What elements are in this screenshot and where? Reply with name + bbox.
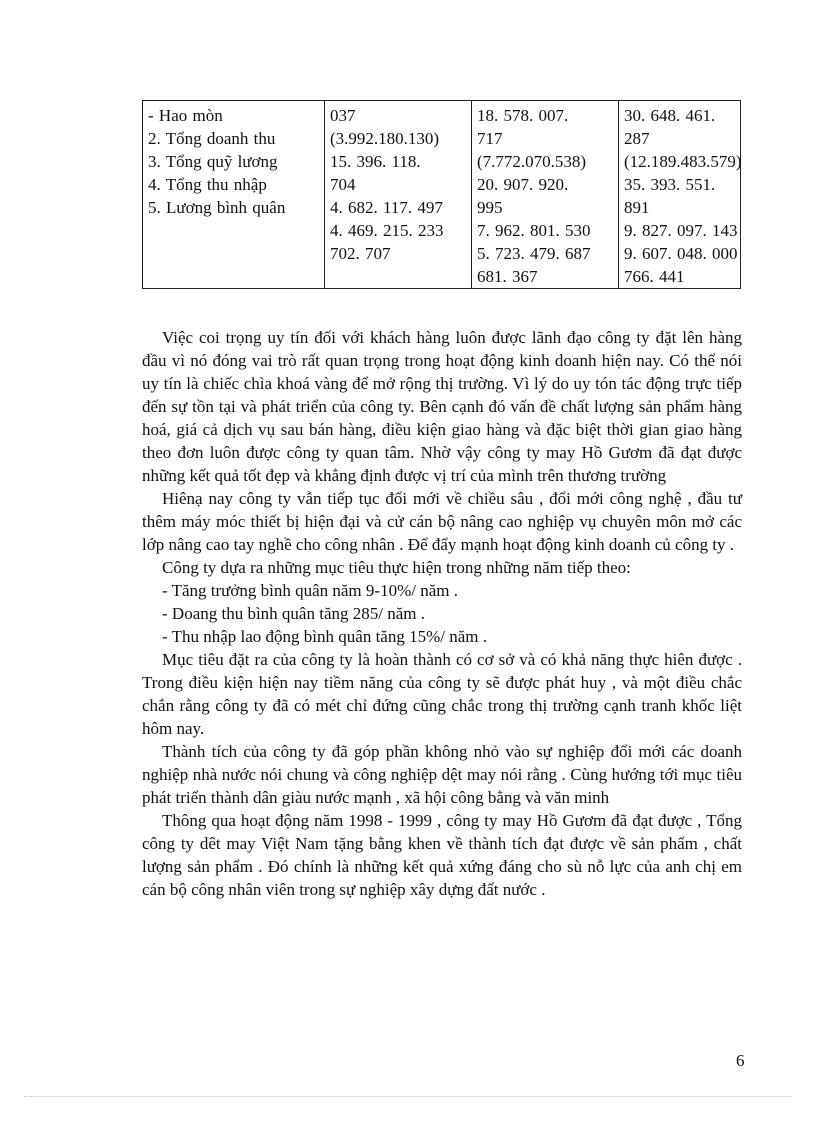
paragraph-achievements: Thành tích của công ty đã góp phần không nhỏ vào sự nghiệp đổi mới các doanh nghiệp nhà nước nói chung và công nghiệp dệt may nói rằng . Cùng hướng tới mục tiêu phát triển thành dân giàu nước mạnh , xã hội công bằng và văn minh <box>142 742 742 807</box>
table-cell-year-3 <box>619 101 741 289</box>
value-line: 287 <box>624 129 650 148</box>
value-line: 704 <box>330 175 356 194</box>
paragraph-reputation: Việc coi trọng uy tín đối với khách hàng luôn được lãnh đạo công ty đặt lên hàng đầu vì nó đóng vai trò rất quan trọng trong hoạt động kinh doanh hiện nay. Có thể nói uy tín là chiếc chìa khoá vàng để mở rộng thị trường. Vì lý do uy tón tác động trực tiếp đến sự tồn tại và phát triển của công ty. Bên cạnh đó vấn đề chất lượng sản phẩm hàng hoá, giá cả dịch vụ sau bán hàng, điều kiện giao hàng và đặc biệt thời gian giao hàng theo đơn luôn được công ty quan tâm. Nhờ vậy công ty may Hồ Gươm đã đạt được những kết quả tốt đẹp và khẳng định được vị trí của mình trên thương trường <box>142 328 742 485</box>
page-number: 6 <box>736 1051 745 1070</box>
value-line: (3.992.180.130) <box>330 129 440 148</box>
goal-bullet: - Doang thu bình quân tăng 285/ năm . <box>162 604 425 623</box>
paragraph-awards: Thông qua hoạt động năm 1998 - 1999 , công ty may Hồ Gươm đã đạt được , Tổng công ty dêt may Việt Nam tặng bằng khen về thành tích đạt được về sản phẩm , chất lượng sản phẩm . Đó chính là những kết quả xứng đáng cho sù nỗ lực của anh chị em cán bộ công nhân viên trong sự nghiệp xây dựng đất nước . <box>142 811 742 899</box>
value-line: 681. 367 <box>477 267 538 286</box>
value-line: (7.772.070.538) <box>477 152 587 171</box>
value-line: 995 <box>477 198 503 217</box>
label-line: 3. Tổng quỹ lương <box>148 152 278 171</box>
table-cell-year-2 <box>472 101 619 289</box>
body-text <box>142 326 742 901</box>
label-line: 2. Tổng doanh thu <box>148 129 276 148</box>
paragraph-goals-feasibility: Mục tiêu đặt ra của công ty là hoàn thành có cơ sở và có khả năng thực hiên được . Trong điều kiện hiện nay tiềm năng của công ty sẽ được phát huy , và một điều chắc chắn rằng công ty đã có mét chỉ đứng cũng chắc trong thị trường cạnh tranh khốc liệt hôm nay. <box>142 650 742 738</box>
label-line: - Hao mòn <box>148 106 223 125</box>
value-line: 717 <box>477 129 503 148</box>
label-line: 4. Tổng thu nhập <box>148 175 267 194</box>
value-line: 5. 723. 479. 687 <box>477 244 591 263</box>
value-line: 766. 441 <box>624 267 685 286</box>
goal-bullet: - Thu nhập lao động bình quân tăng 15%/ năm . <box>162 627 487 646</box>
value-line: 20. 907. 920. <box>477 175 569 194</box>
label-line: 5. Lương bình quân <box>148 198 286 217</box>
goal-bullet: - Tăng trưởng bình quân năm 9-10%/ năm . <box>162 581 458 600</box>
table-cell-year-1 <box>325 101 472 289</box>
value-line: 35. 393. 551. <box>624 175 716 194</box>
table-row <box>143 101 741 289</box>
value-line: 9. 827. 097. 143 <box>624 221 738 240</box>
value-line: 702. 707 <box>330 244 391 263</box>
value-line: 30. 648. 461. <box>624 106 716 125</box>
paragraph-innovation: Hiênạ nay công ty vẫn tiếp tục đổi mới về chiều sâu , đổi mới công nghệ , đầu tư thêm máy móc thiết bị hiện đại và cử cán bộ nâng cao nghiệp vụ chuyên môn mở các lớp nâng cao tay nghề cho công nhân . Để đẩy mạnh hoạt động kinh doanh củ công ty . <box>142 489 742 554</box>
value-line: 9. 607. 048. 000 <box>624 244 738 263</box>
value-line: 037 <box>330 106 356 125</box>
paragraph-goals-intro: Công ty dựa ra những mục tiêu thực hiện trong những năm tiếp theo: <box>162 558 631 577</box>
value-line: 18. 578. 007. <box>477 106 569 125</box>
financial-table <box>142 100 741 289</box>
value-line: 7. 962. 801. 530 <box>477 221 591 240</box>
value-line: 4. 682. 117. 497 <box>330 198 443 217</box>
table-cell-labels <box>143 101 325 289</box>
value-line: (12.189.483.579) <box>624 152 742 171</box>
value-line: 891 <box>624 198 650 217</box>
page-bottom-divider <box>24 1096 792 1097</box>
value-line: 4. 469. 215. 233 <box>330 221 444 240</box>
value-line: 15. 396. 118. <box>330 152 421 171</box>
